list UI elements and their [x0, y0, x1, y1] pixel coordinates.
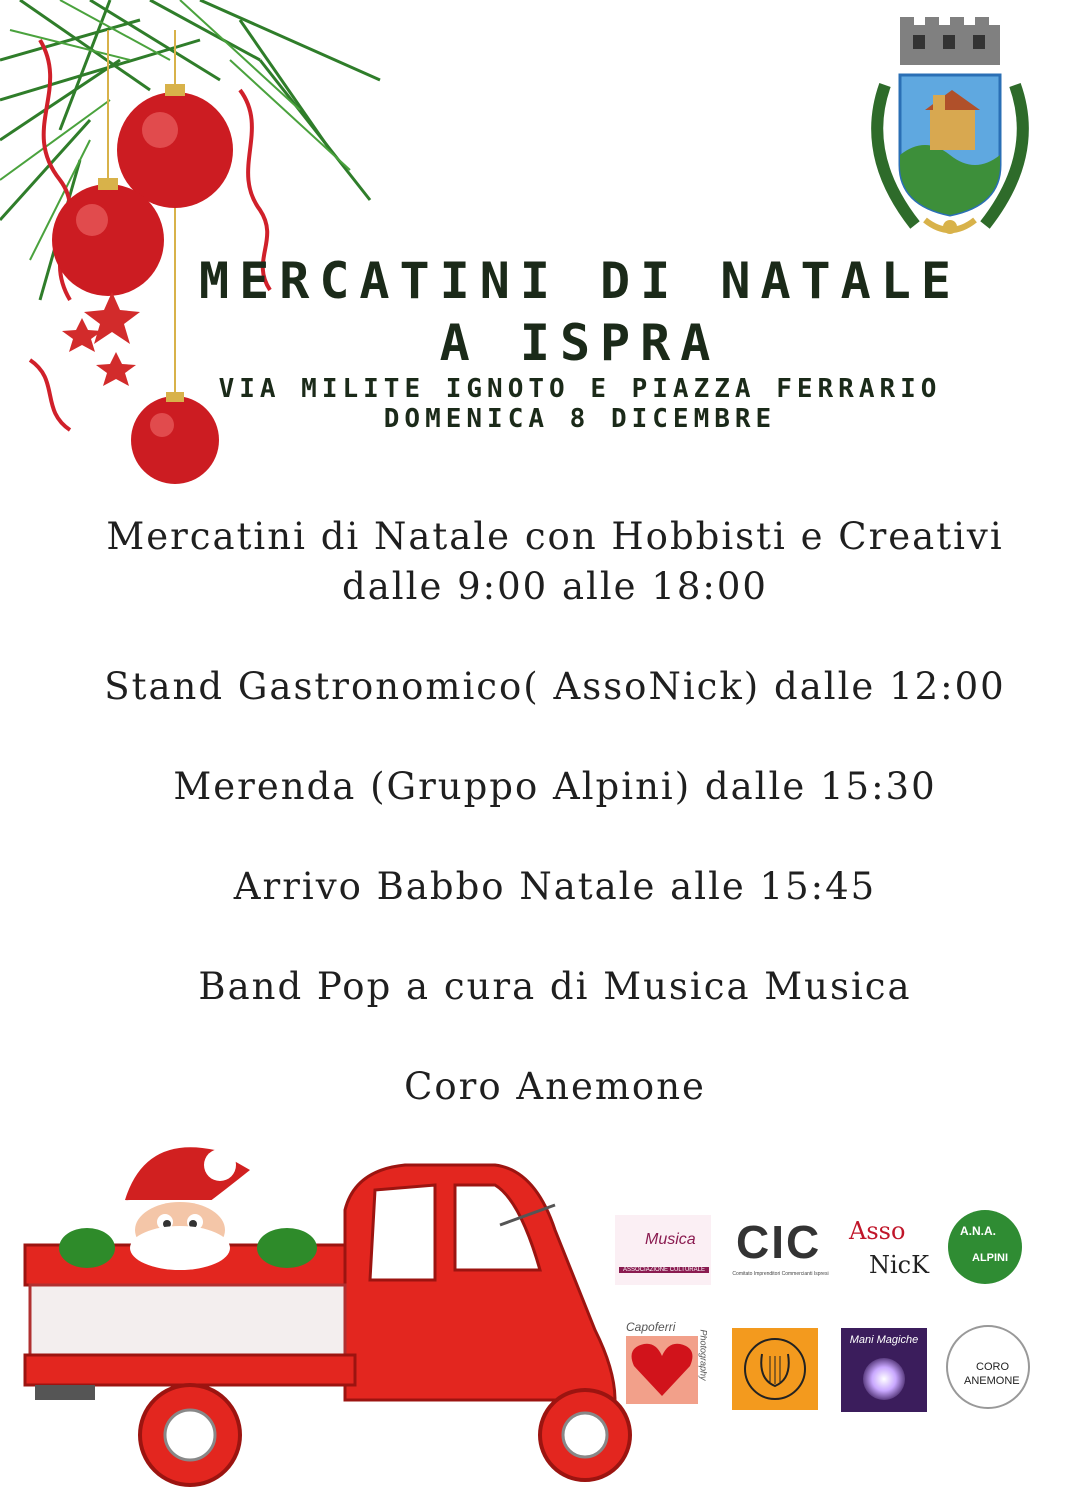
assonick-logo-bottom: NicK	[869, 1251, 930, 1279]
program-item: Mercatini di Natale con Hobbisti e Creativi	[106, 515, 1004, 558]
coat-of-arms	[855, 15, 1045, 265]
cic-logo-subtext: Comitato Imprenditori Commercianti Ispresi	[732, 1271, 829, 1277]
coro-logo-bottom: ANEMONE	[964, 1375, 1020, 1387]
program-item: Merenda (Gruppo Alpini) dalle 15:30	[173, 765, 937, 808]
event-date: DOMENICA 8 DICEMBRE	[383, 404, 777, 434]
capoferri-logo-text: Capoferri	[626, 1320, 676, 1334]
capoferri-logo-side: Photography	[698, 1329, 709, 1381]
coro-anemone-logo	[946, 1325, 1030, 1409]
musica-logo-text: Musica	[645, 1231, 696, 1248]
santa-truck-illustration	[15, 1130, 635, 1500]
mani-magiche-logo	[841, 1328, 927, 1412]
poster-title: MERCATINI DI NATALE	[199, 252, 961, 310]
lyre-logo	[732, 1328, 818, 1410]
event-address: VIA MILITE IGNOTO E PIAZZA FERRARIO	[218, 374, 942, 404]
assonick-logo	[845, 1215, 937, 1291]
alpini-logo	[948, 1210, 1024, 1286]
program-item: Coro Anemone	[404, 1065, 706, 1108]
alpini-logo-bottom: ALPINI	[972, 1252, 1009, 1264]
program-item: dalle 9:00 alle 18:00	[342, 565, 768, 608]
alpini-badge	[948, 1210, 1022, 1284]
mani-magiche-logo-text: Mani Magiche	[849, 1334, 919, 1346]
program-item: Arrivo Babbo Natale alle 15:45	[233, 865, 877, 908]
capoferri-logo	[620, 1320, 712, 1410]
program-item: Band Pop a cura di Musica Musica	[198, 965, 912, 1008]
heart-icon	[626, 1336, 698, 1404]
cic-logo	[728, 1215, 833, 1285]
program-item: Stand Gastronomico( AssoNick) dalle 12:00	[104, 665, 1006, 708]
musica-logo-subtext: ASSOCIAZIONE CULTURALE	[619, 1267, 709, 1273]
assonick-logo-top: Asso	[849, 1217, 906, 1245]
lyre-icon	[740, 1334, 810, 1404]
cic-logo-text: CIC	[736, 1216, 822, 1268]
musica-musica-logo	[615, 1215, 711, 1285]
poster-title-location: A ISPRA	[439, 314, 721, 372]
alpini-logo-top: A.N.A.	[960, 1224, 996, 1238]
coro-logo-top: CORO	[976, 1361, 1009, 1373]
light-glow	[863, 1358, 905, 1400]
